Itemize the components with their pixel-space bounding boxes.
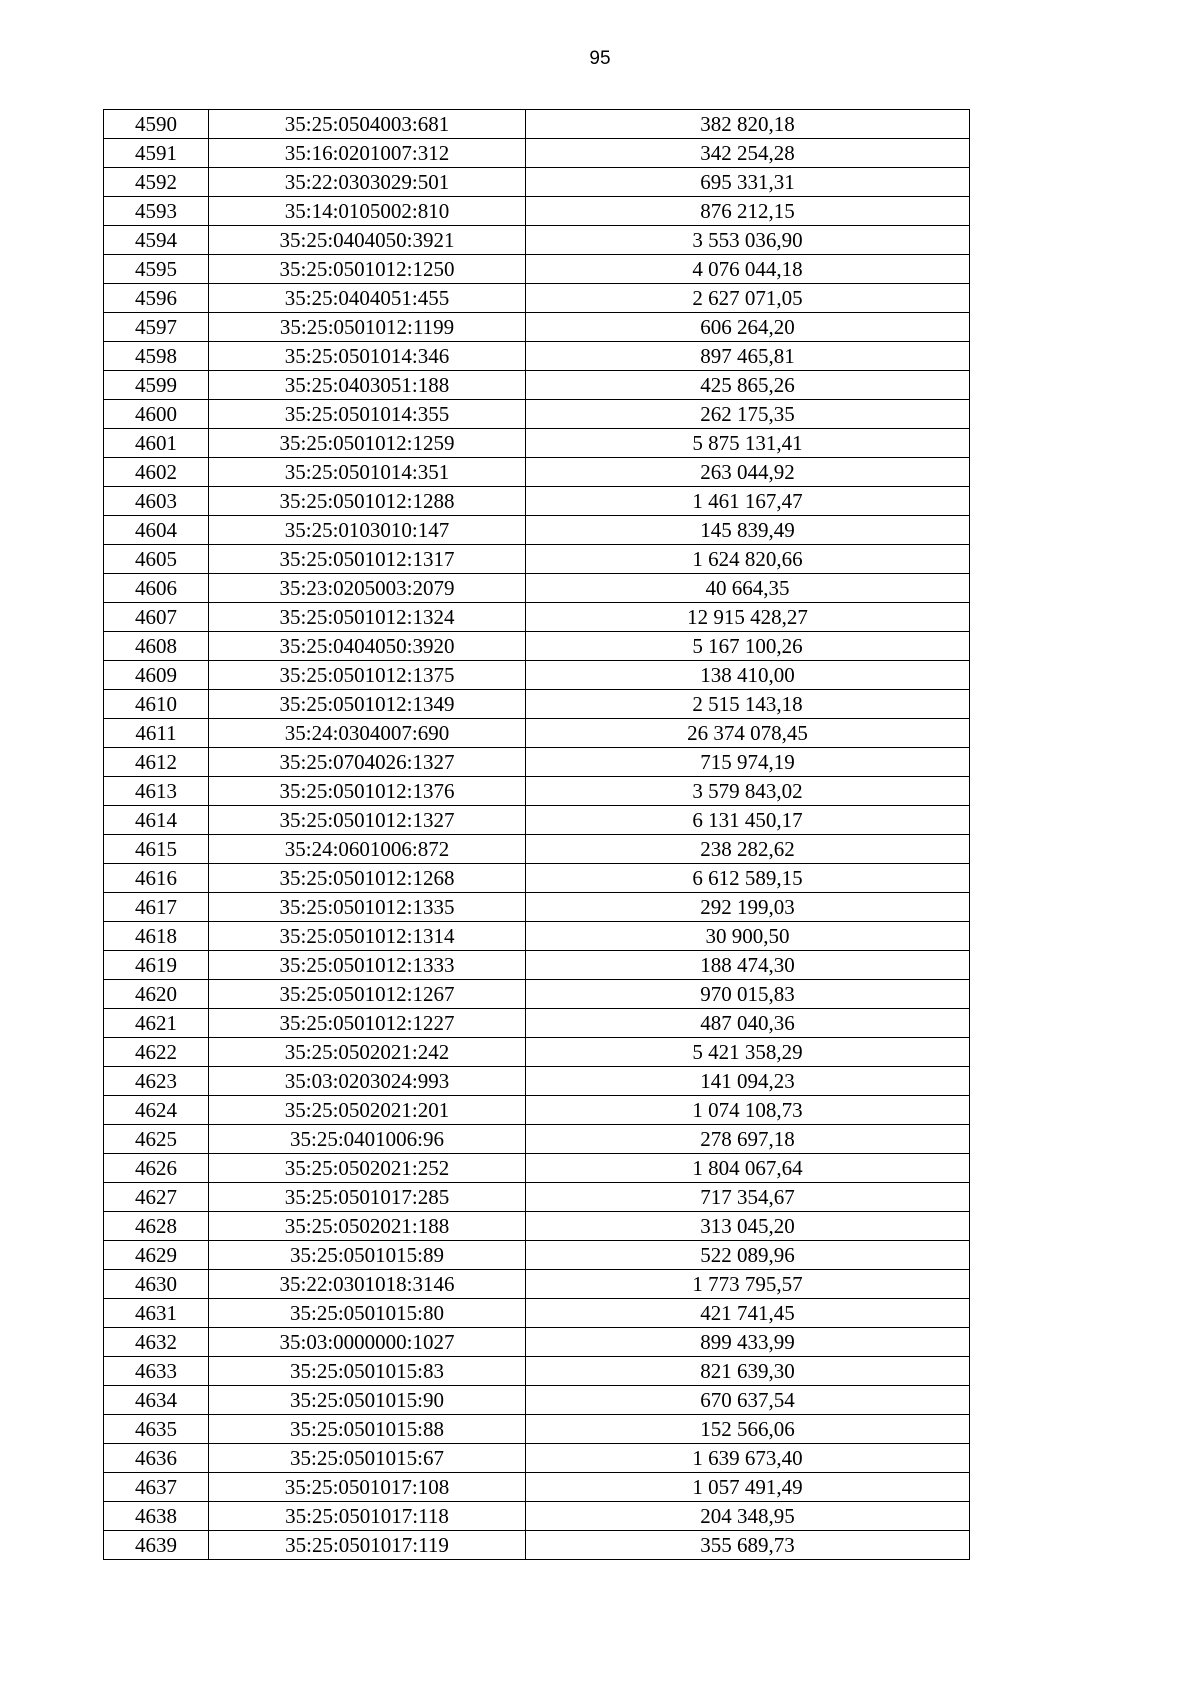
cadastral-number-cell: 35:24:0601006:872 [209,835,526,864]
cadastral-value-cell: 263 044,92 [526,458,970,487]
table-row [104,1009,970,1038]
table-row [104,313,970,342]
table-row [104,748,970,777]
cadastral-number-cell: 35:25:0502021:242 [209,1038,526,1067]
row-number-cell: 4623 [104,1067,209,1096]
cadastral-value-cell: 876 212,15 [526,197,970,226]
row-number-cell: 4613 [104,777,209,806]
cadastral-number-cell: 35:25:0501012:1376 [209,777,526,806]
table-row [104,1038,970,1067]
cadastral-value-cell: 4 076 044,18 [526,255,970,284]
cadastral-number-cell: 35:03:0203024:993 [209,1067,526,1096]
table-row [104,458,970,487]
table-row [104,1212,970,1241]
row-number-cell: 4620 [104,980,209,1009]
cadastral-number-cell: 35:25:0501012:1227 [209,1009,526,1038]
cadastral-number-cell: 35:25:0404050:3921 [209,226,526,255]
row-number-cell: 4602 [104,458,209,487]
cadastral-value-cell: 821 639,30 [526,1357,970,1386]
cadastral-value-cell: 1 639 673,40 [526,1444,970,1473]
cadastral-number-cell: 35:25:0404050:3920 [209,632,526,661]
table-row [104,1154,970,1183]
cadastral-number-cell: 35:14:0105002:810 [209,197,526,226]
cadastral-value-cell: 1 074 108,73 [526,1096,970,1125]
row-number-cell: 4637 [104,1473,209,1502]
row-number-cell: 4627 [104,1183,209,1212]
row-number-cell: 4595 [104,255,209,284]
cadastral-number-cell: 35:25:0501017:108 [209,1473,526,1502]
table-row [104,1096,970,1125]
cadastral-number-cell: 35:25:0501012:1314 [209,922,526,951]
table-row [104,893,970,922]
table-row [104,1444,970,1473]
cadastral-value-cell: 897 465,81 [526,342,970,371]
row-number-cell: 4596 [104,284,209,313]
table-row [104,951,970,980]
cadastral-number-cell: 35:25:0501015:67 [209,1444,526,1473]
cadastral-value-cell: 717 354,67 [526,1183,970,1212]
row-number-cell: 4607 [104,603,209,632]
table-row [104,1270,970,1299]
row-number-cell: 4634 [104,1386,209,1415]
cadastral-value-cell: 606 264,20 [526,313,970,342]
cadastral-number-cell: 35:25:0501012:1259 [209,429,526,458]
cadastral-value-cell: 425 865,26 [526,371,970,400]
cadastral-value-cell: 30 900,50 [526,922,970,951]
table-row [104,516,970,545]
cadastral-number-cell: 35:25:0502021:252 [209,1154,526,1183]
cadastral-number-cell: 35:25:0404051:455 [209,284,526,313]
cadastral-number-cell: 35:25:0501017:285 [209,1183,526,1212]
row-number-cell: 4592 [104,168,209,197]
table-row [104,980,970,1009]
cadastral-number-cell: 35:25:0501012:1324 [209,603,526,632]
table-row [104,1328,970,1357]
cadastral-number-cell: 35:25:0501014:355 [209,400,526,429]
table-row [104,1125,970,1154]
table-row [104,226,970,255]
cadastral-number-cell: 35:25:0403051:188 [209,371,526,400]
table-row [104,429,970,458]
cadastral-number-cell: 35:16:0201007:312 [209,139,526,168]
row-number-cell: 4590 [104,110,209,139]
cadastral-value-cell: 2 515 143,18 [526,690,970,719]
cadastral-value-cell: 3 553 036,90 [526,226,970,255]
cadastral-value-cell: 152 566,06 [526,1415,970,1444]
row-number-cell: 4600 [104,400,209,429]
cadastral-value-cell: 2 627 071,05 [526,284,970,313]
table-row [104,371,970,400]
cadastral-value-cell: 6 131 450,17 [526,806,970,835]
table-row [104,661,970,690]
table-row [104,1473,970,1502]
cadastral-number-cell: 35:25:0501012:1317 [209,545,526,574]
table-row [104,168,970,197]
cadastral-number-cell: 35:25:0501015:89 [209,1241,526,1270]
row-number-cell: 4617 [104,893,209,922]
cadastral-number-cell: 35:25:0501015:90 [209,1386,526,1415]
row-number-cell: 4594 [104,226,209,255]
cadastral-value-cell: 238 282,62 [526,835,970,864]
row-number-cell: 4603 [104,487,209,516]
cadastral-value-cell: 5 421 358,29 [526,1038,970,1067]
cadastral-number-cell: 35:25:0501012:1349 [209,690,526,719]
row-number-cell: 4630 [104,1270,209,1299]
row-number-cell: 4593 [104,197,209,226]
cadastral-value-cell: 204 348,95 [526,1502,970,1531]
table-row [104,864,970,893]
cadastral-value-cell: 522 089,96 [526,1241,970,1270]
table-row [104,1067,970,1096]
table-row [104,690,970,719]
cadastral-value-cell: 12 915 428,27 [526,603,970,632]
row-number-cell: 4621 [104,1009,209,1038]
cadastral-value-cell: 487 040,36 [526,1009,970,1038]
table-row [104,1531,970,1560]
row-number-cell: 4624 [104,1096,209,1125]
row-number-cell: 4639 [104,1531,209,1560]
table-row [104,835,970,864]
cadastral-value-cell: 26 374 078,45 [526,719,970,748]
cadastral-number-cell: 35:22:0303029:501 [209,168,526,197]
cadastral-number-cell: 35:25:0103010:147 [209,516,526,545]
row-number-cell: 4619 [104,951,209,980]
cadastral-number-cell: 35:03:0000000:1027 [209,1328,526,1357]
table-body [104,110,970,1560]
cadastral-number-cell: 35:25:0501015:83 [209,1357,526,1386]
row-number-cell: 4631 [104,1299,209,1328]
cadastral-value-table [103,109,970,1560]
cadastral-number-cell: 35:25:0501012:1267 [209,980,526,1009]
cadastral-value-cell: 292 199,03 [526,893,970,922]
row-number-cell: 4622 [104,1038,209,1067]
table-row [104,1299,970,1328]
cadastral-number-cell: 35:25:0501017:119 [209,1531,526,1560]
row-number-cell: 4625 [104,1125,209,1154]
row-number-cell: 4616 [104,864,209,893]
cadastral-value-cell: 670 637,54 [526,1386,970,1415]
table-row [104,1415,970,1444]
row-number-cell: 4633 [104,1357,209,1386]
cadastral-number-cell: 35:25:0501012:1327 [209,806,526,835]
table-row [104,400,970,429]
cadastral-value-cell: 899 433,99 [526,1328,970,1357]
cadastral-number-cell: 35:25:0501014:351 [209,458,526,487]
cadastral-number-cell: 35:22:0301018:3146 [209,1270,526,1299]
row-number-cell: 4606 [104,574,209,603]
row-number-cell: 4632 [104,1328,209,1357]
cadastral-value-cell: 1 804 067,64 [526,1154,970,1183]
table-row [104,1502,970,1531]
cadastral-value-cell: 313 045,20 [526,1212,970,1241]
cadastral-value-cell: 188 474,30 [526,951,970,980]
page-number: 95 [589,48,611,69]
cadastral-number-cell: 35:25:0501012:1250 [209,255,526,284]
cadastral-number-cell: 35:25:0501015:88 [209,1415,526,1444]
row-number-cell: 4604 [104,516,209,545]
cadastral-value-cell: 5 875 131,41 [526,429,970,458]
row-number-cell: 4611 [104,719,209,748]
cadastral-value-cell: 1 624 820,66 [526,545,970,574]
table-row [104,922,970,951]
cadastral-number-cell: 35:25:0501012:1333 [209,951,526,980]
row-number-cell: 4598 [104,342,209,371]
cadastral-value-cell: 145 839,49 [526,516,970,545]
table-row [104,574,970,603]
cadastral-number-cell: 35:25:0502021:201 [209,1096,526,1125]
table-row [104,806,970,835]
table-row [104,139,970,168]
cadastral-number-cell: 35:25:0501014:346 [209,342,526,371]
row-number-cell: 4608 [104,632,209,661]
cadastral-number-cell: 35:25:0501012:1268 [209,864,526,893]
row-number-cell: 4609 [104,661,209,690]
row-number-cell: 4615 [104,835,209,864]
table-row [104,342,970,371]
row-number-cell: 4629 [104,1241,209,1270]
table-row [104,1386,970,1415]
cadastral-value-cell: 355 689,73 [526,1531,970,1560]
cadastral-number-cell: 35:25:0501012:1288 [209,487,526,516]
cadastral-value-cell: 262 175,35 [526,400,970,429]
cadastral-number-cell: 35:25:0501015:80 [209,1299,526,1328]
row-number-cell: 4597 [104,313,209,342]
table-row [104,1241,970,1270]
cadastral-number-cell: 35:25:0501012:1375 [209,661,526,690]
row-number-cell: 4628 [104,1212,209,1241]
cadastral-number-cell: 35:25:0401006:96 [209,1125,526,1154]
table-row [104,284,970,313]
cadastral-number-cell: 35:24:0304007:690 [209,719,526,748]
row-number-cell: 4626 [104,1154,209,1183]
table-row [104,487,970,516]
table-row [104,1183,970,1212]
cadastral-value-cell: 421 741,45 [526,1299,970,1328]
row-number-cell: 4614 [104,806,209,835]
cadastral-number-cell: 35:25:0501017:118 [209,1502,526,1531]
row-number-cell: 4618 [104,922,209,951]
cadastral-value-cell: 1 773 795,57 [526,1270,970,1299]
cadastral-value-cell: 1 461 167,47 [526,487,970,516]
cadastral-number-cell: 35:25:0501012:1199 [209,313,526,342]
table-row [104,1357,970,1386]
cadastral-value-cell: 715 974,19 [526,748,970,777]
cadastral-number-cell: 35:25:0704026:1327 [209,748,526,777]
cadastral-value-cell: 342 254,28 [526,139,970,168]
row-number-cell: 4605 [104,545,209,574]
row-number-cell: 4599 [104,371,209,400]
row-number-cell: 4601 [104,429,209,458]
cadastral-number-cell: 35:25:0502021:188 [209,1212,526,1241]
cadastral-value-cell: 40 664,35 [526,574,970,603]
cadastral-value-cell: 138 410,00 [526,661,970,690]
row-number-cell: 4612 [104,748,209,777]
cadastral-number-cell: 35:25:0501012:1335 [209,893,526,922]
table-row [104,719,970,748]
row-number-cell: 4635 [104,1415,209,1444]
cadastral-value-cell: 3 579 843,02 [526,777,970,806]
cadastral-value-cell: 141 094,23 [526,1067,970,1096]
row-number-cell: 4591 [104,139,209,168]
cadastral-value-cell: 695 331,31 [526,168,970,197]
table-row [104,255,970,284]
row-number-cell: 4636 [104,1444,209,1473]
row-number-cell: 4638 [104,1502,209,1531]
cadastral-value-cell: 970 015,83 [526,980,970,1009]
cadastral-value-cell: 6 612 589,15 [526,864,970,893]
cadastral-number-cell: 35:23:0205003:2079 [209,574,526,603]
table-row [104,777,970,806]
table-row [104,603,970,632]
table-row [104,197,970,226]
cadastral-value-cell: 1 057 491,49 [526,1473,970,1502]
table-row [104,110,970,139]
cadastral-number-cell: 35:25:0504003:681 [209,110,526,139]
cadastral-value-cell: 5 167 100,26 [526,632,970,661]
table-row [104,545,970,574]
table-row [104,632,970,661]
cadastral-value-cell: 278 697,18 [526,1125,970,1154]
cadastral-value-cell: 382 820,18 [526,110,970,139]
row-number-cell: 4610 [104,690,209,719]
